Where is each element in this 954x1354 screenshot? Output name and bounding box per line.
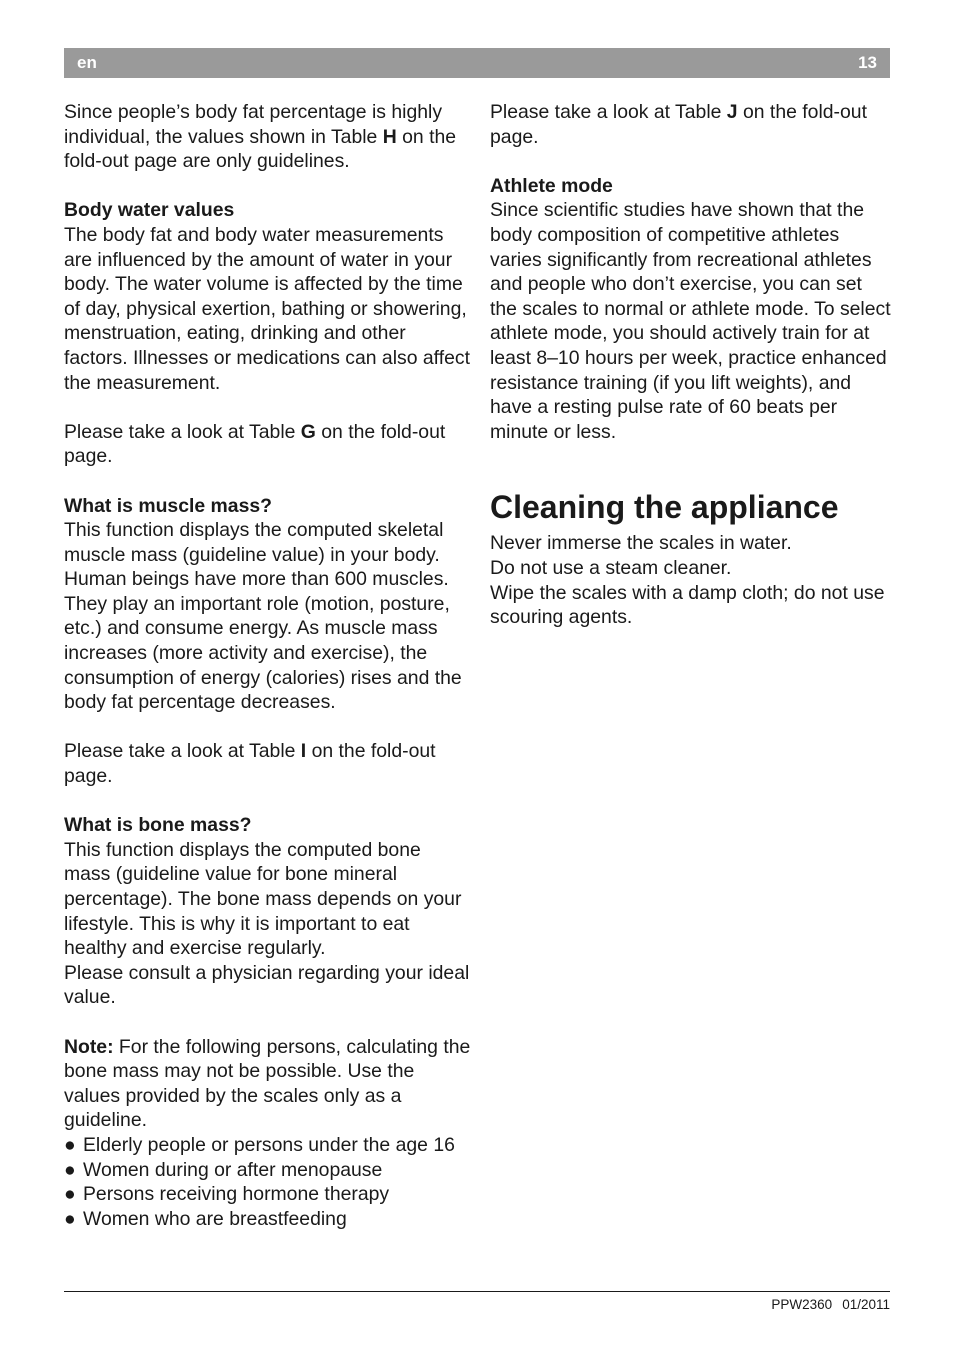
bone-mass-text: This function displays the computed bone mass (guideline value for bone mineral percentage). The bone mass depends on your lifestyle. This is why it is important to eat healthy and exercise regularly.	[64, 838, 462, 960]
bone-mass-heading: What is bone mass?	[64, 814, 252, 837]
table-g-pre: Please take a look at Table	[64, 420, 301, 443]
note-paragraph	[64, 1035, 472, 1133]
athlete-mode-heading: Athlete mode	[490, 174, 613, 197]
cleaning-line: Never immerse the scales in water.	[490, 532, 792, 555]
right-column	[490, 100, 892, 630]
table-i-key: I	[300, 740, 307, 763]
table-j-key: J	[726, 101, 738, 123]
footer-divider	[64, 1291, 890, 1292]
table-g-post: on the fold-out page.	[64, 420, 446, 468]
intro-text-post: on the fold-out page are only guidelines.	[64, 125, 457, 173]
muscle-mass-text: This function displays the computed skeletal muscle mass (guideline value) in your body. Human beings have more than 600 muscles. They play an important role (motion, posture, etc.) and consume energy. As muscle mass increases (more activity and exercise), the consumption of energy (calories) rises and the body fat percentage decreases.	[64, 519, 462, 714]
cleaning-section-title: Cleaning the appliance	[490, 489, 839, 526]
bullet-icon: ●	[64, 1158, 76, 1181]
muscle-mass-heading: What is muscle mass?	[64, 494, 272, 517]
bullet-icon: ●	[64, 1183, 76, 1206]
list-item-text: Women during or after menopause	[83, 1158, 383, 1181]
table-i-pre: Please take a look at Table	[64, 740, 301, 763]
list-item	[64, 1158, 472, 1183]
list-item	[64, 1207, 472, 1232]
table-j-post: on the fold-out page.	[490, 101, 867, 148]
table-g-key: G	[300, 420, 316, 443]
list-item-text: Elderly people or persons under the age 16	[83, 1133, 455, 1156]
list-item-text: Persons receiving hormone therapy	[83, 1183, 390, 1206]
list-item-text: Women who are breastfeeding	[83, 1207, 347, 1230]
header-bar	[64, 48, 890, 78]
bullet-icon: ●	[64, 1133, 76, 1156]
note-text: For the following persons, calculating the bone mass may not be possible. Use the values provided by the scales only as a guideline.	[64, 1035, 471, 1132]
table-i-reference	[64, 739, 472, 788]
table-h-key: H	[382, 125, 397, 148]
cleaning-line: Do not use a steam cleaner.	[490, 556, 732, 579]
intro-paragraph	[64, 100, 472, 174]
table-i-post: on the fold-out page.	[64, 740, 436, 788]
bone-mass-consult: Please consult a physician regarding your ideal value.	[64, 961, 470, 1009]
edition-date: 01/2011	[842, 1297, 890, 1312]
model-number: PPW2360	[771, 1297, 833, 1312]
table-g-reference	[64, 420, 472, 469]
list-item	[64, 1133, 472, 1158]
language-label: en	[77, 53, 97, 72]
body-water-heading: Body water values	[64, 199, 235, 222]
page-number: 13	[858, 53, 877, 72]
table-j-pre: Please take a look at Table	[490, 101, 727, 123]
athlete-mode-text: Since scientific studies have shown that the body composition of competitive athletes varies significantly from recreational athletes and people who don’t exercise, you can set the scales to normal or athlete mode. To select athlete mode, you should actively train for at least 8–10 hours per week, practice enhanced resistance training (if you lift weights), and have a resting pulse rate of 60 beats per minute or less.	[490, 199, 891, 443]
bullet-icon: ●	[64, 1207, 76, 1230]
table-j-reference	[490, 100, 892, 149]
footer	[771, 1297, 890, 1312]
body-water-text: The body fat and body water measurements are influenced by the amount of water in your body. The water volume is affected by the time of day, physical exertion, bathing or showering, menstruation, eating, drinking and other factors. Illnesses or medications can also affect the measurement.	[64, 223, 470, 394]
note-label: Note:	[64, 1035, 114, 1058]
intro-text-pre: Since people’s body fat percentage is highly individual, the values shown in Table	[64, 101, 443, 148]
cleaning-line: Wipe the scales with a damp cloth; do not use scouring agents.	[490, 581, 885, 629]
note-bullet-list	[64, 1133, 472, 1231]
left-column	[64, 100, 472, 1231]
list-item	[64, 1182, 472, 1207]
